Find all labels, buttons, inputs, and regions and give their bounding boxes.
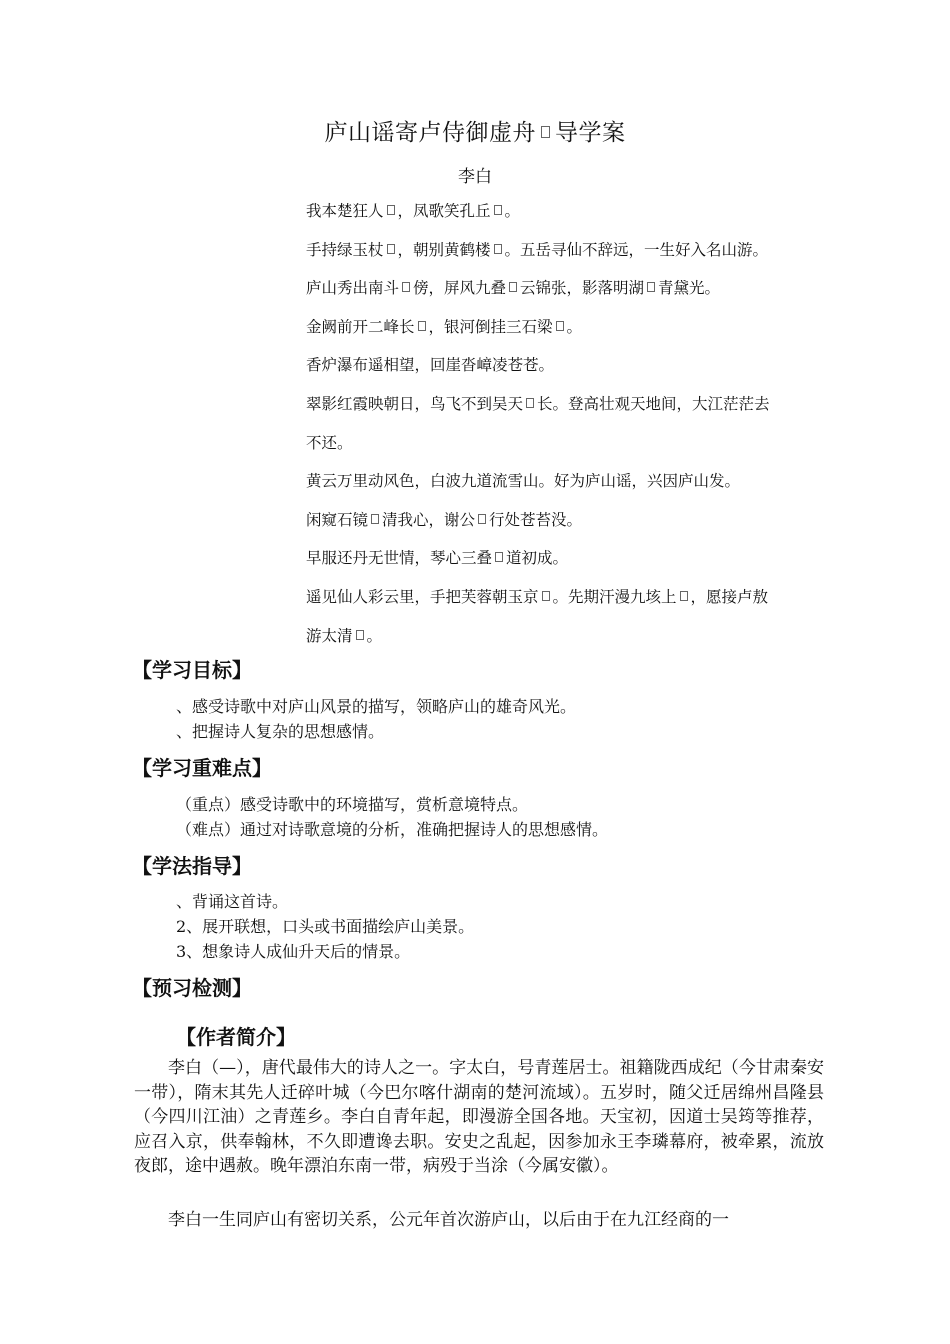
poem-segment: 我本楚狂人 [306, 202, 384, 220]
poem-segment: 闲窥石镜 [306, 510, 369, 529]
footnote-marker [541, 126, 550, 138]
poem-segment: ，朝别黄鹤楼 [397, 240, 491, 259]
poem-segment: 长。登高壮观天地间，大江茫茫去 [537, 394, 770, 413]
poem-segment: 。 [566, 317, 583, 336]
poem-segment: 遥见仙人彩云里，手把芙蓉朝玉京 [306, 587, 539, 606]
goal-item: 、把握诗人复杂的思想感情。 [176, 722, 385, 741]
goal-item: 、感受诗歌中对庐山风景的描写，领略庐山的雄奇风光。 [176, 697, 577, 716]
poem-segment: 云锦张，影落明湖 [520, 279, 645, 298]
poem-line [306, 231, 826, 270]
poem-line: 不还。 [306, 433, 353, 452]
poem-line [306, 617, 826, 656]
footnote-marker [526, 398, 534, 408]
poem-segment: ，凤歌笑孔丘 [397, 202, 491, 220]
poem-line [306, 269, 826, 308]
poem-segment: 。 [504, 202, 521, 220]
poem-segment: ，愿接卢敖 [690, 587, 769, 606]
author-lushan-paragraph: 李白一生同庐山有密切关系，公元年首次游庐山，以后由于在九江经商的一 [168, 1210, 729, 1230]
poem-line [306, 308, 826, 347]
poem-segment: ，银河倒挂三石梁 [428, 317, 553, 336]
poem-segment: 。 [366, 626, 383, 645]
footnote-marker [494, 244, 502, 254]
poem-segment: 行处苍苔没。 [489, 510, 583, 529]
title-suffix: 导学案 [555, 120, 626, 146]
poem-line [306, 385, 826, 424]
section-heading-goals: 【学习目标】 [132, 658, 252, 682]
author-intro-paragraph: 李白（—），唐代最伟大的诗人之一。字太白，号青莲居士。祖籍陇西成纪（今甘肃秦安一带），隋末其先人迁碎叶城（今巴尔喀什湖南的楚河流域）。五岁时，随父迁居绵州昌隆县（今四川江油）之青莲乡。李白自青年起，即漫游全国各地。天宝初，因道士吴筠等推荐，应召入京，供奉翰林，不久即遭谗去职。安史之乱起，因参加永王李璘幕府，被牵累，流放夜郎，途中遇赦。晚年漂泊东南一带，病殁于当涂（今属安徽）。 [134, 1058, 824, 1177]
footnote-marker [494, 205, 502, 215]
footnote-marker [387, 205, 395, 215]
poem-segment: 手持绿玉杖 [306, 240, 384, 259]
footnote-marker [542, 591, 550, 601]
poem-line: 黄云万里动风色，白波九道流雪山。好为庐山谣，兴因庐山发。 [306, 472, 741, 491]
poem-line [306, 501, 826, 540]
poem-text [306, 192, 826, 655]
section-subheading-author-intro: 【作者简介】 [176, 1025, 296, 1049]
poem-segment: 。先期汗漫九垓上 [552, 587, 677, 606]
footnote-marker [356, 630, 364, 640]
key-point-item: （难点）通过对诗歌意境的分析，准确把握诗人的思想感情。 [176, 820, 609, 839]
title-text: 庐山谣寄卢侍御虚舟 [324, 120, 536, 146]
footnote-marker [647, 282, 655, 292]
section-heading-method: 【学法指导】 [132, 854, 252, 878]
poem-segment: 庐山秀出南斗 [306, 279, 400, 298]
poem-segment: 游太清 [306, 626, 353, 645]
footnote-marker [387, 244, 395, 254]
footnote-marker [556, 321, 564, 331]
poem-segment: 清我心，谢公 [382, 510, 476, 529]
footnote-marker [371, 514, 379, 524]
poem-segment: 。五岳寻仙不辞远，一生好入名山游。 [504, 240, 769, 259]
poem-line: 香炉瀑布遥相望，回崖沓嶂凌苍苍。 [306, 356, 555, 375]
poem-segment: 金阙前开二峰长 [306, 317, 415, 336]
section-heading-key-points: 【学习重难点】 [132, 756, 272, 780]
poem-author: 李白 [458, 167, 492, 187]
section-heading-preview: 【预习检测】 [132, 976, 252, 1000]
poem-segment: 翠影红霞映朝日，鸟飞不到吴天 [306, 394, 524, 413]
footnote-marker [402, 282, 410, 292]
method-item: 3、想象诗人成仙升天后的情景。 [176, 942, 411, 961]
method-item: 2、展开联想，口头或书面描绘庐山美景。 [176, 917, 475, 936]
document-title [0, 114, 950, 147]
poem-line [306, 539, 826, 578]
poem-line [306, 578, 826, 617]
poem-segment: 早服还丹无世情，琴心三叠 [306, 549, 493, 568]
poem-segment: 傍，屏风九叠 [413, 279, 507, 298]
poem-segment: 道初成。 [506, 549, 569, 568]
footnote-marker [478, 514, 486, 524]
footnote-marker [680, 591, 688, 601]
method-item: 、背诵这首诗。 [176, 892, 289, 911]
poem-line [306, 192, 826, 231]
poem-segment: 青黛光。 [658, 279, 721, 298]
key-point-item: （重点）感受诗歌中的环境描写，赏析意境特点。 [176, 795, 529, 814]
footnote-marker [509, 282, 517, 292]
footnote-marker [495, 552, 503, 562]
footnote-marker [418, 321, 426, 331]
